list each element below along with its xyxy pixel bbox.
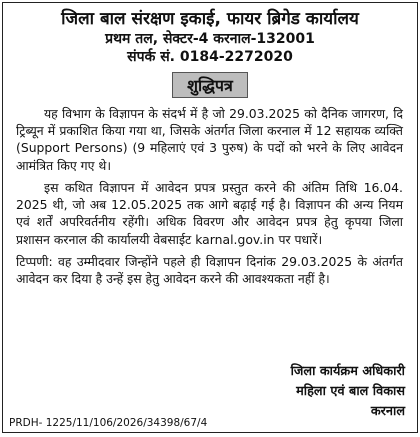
corrigendum-badge: शुद्धिपत्र [172, 72, 248, 98]
notice-header [3, 9, 417, 65]
paragraph-advertisement-reference: यह विभाग के विज्ञापन के संदर्भ में है जो 29.03.2025 को दैनिक जागरण, दि ट्रिब्यून में प्रकाशित किया गया था, जिसके अंतर्गत जिला करनाल में 12 सहायक व्यक्ति (Support Persons) (9 महिलाएं एवं 3 पुरुष) के पदों को भरने के लिए आवेदन आमंत्रित किए गए थे। [16, 106, 403, 173]
office-title: जिला बाल संरक्षण इकाई, फायर ब्रिगेड कार्यालय [61, 9, 359, 29]
badge-row [3, 72, 417, 98]
office-phone: संपर्क सं. 0184-2272020 [127, 48, 293, 65]
notice-body [16, 105, 403, 287]
signature-block [291, 362, 405, 422]
paragraph-date-extension: इस कथित विज्ञापन में आवेदन प्रपत्र प्रस्तुत करने की अंतिम तिथि 16.04. 2025 थी, जो अब 12.05.2025 तक आगे बढ़ाई गई है। विज्ञापन की अन्य नियम एवं शर्तें अपरिवर्तनीय रहेंगी। अधिक विवरण और आवेदन प्रपत्र हेतु कृपया जिला प्रशासन करनाल की कार्यालयी वेबसाईट karnal.gov.in पर पधारें। [16, 179, 403, 247]
public-notice [2, 2, 418, 433]
paragraph-note: टिप्पणी: वह उम्मीदवार जिन्होंने पहले ही विज्ञापन दिनांक 29.03.2025 के अंतर्गत आवेदन कर दिया है उन्हें इस हेतु आवेदन करने की आवश्यकता नहीं है। [16, 253, 403, 286]
signatory-department: महिला एवं बाल विकास [296, 384, 405, 399]
signatory-location: करनाल [370, 404, 405, 419]
office-address: प्रथम तल, सेक्टर-4 करनाल-132001 [105, 31, 315, 48]
signatory-designation: जिला कार्यक्रम अधिकारी [290, 364, 405, 379]
release-reference-number: PRDH- 1225/11/106/2026/34398/67/4 [9, 417, 208, 429]
